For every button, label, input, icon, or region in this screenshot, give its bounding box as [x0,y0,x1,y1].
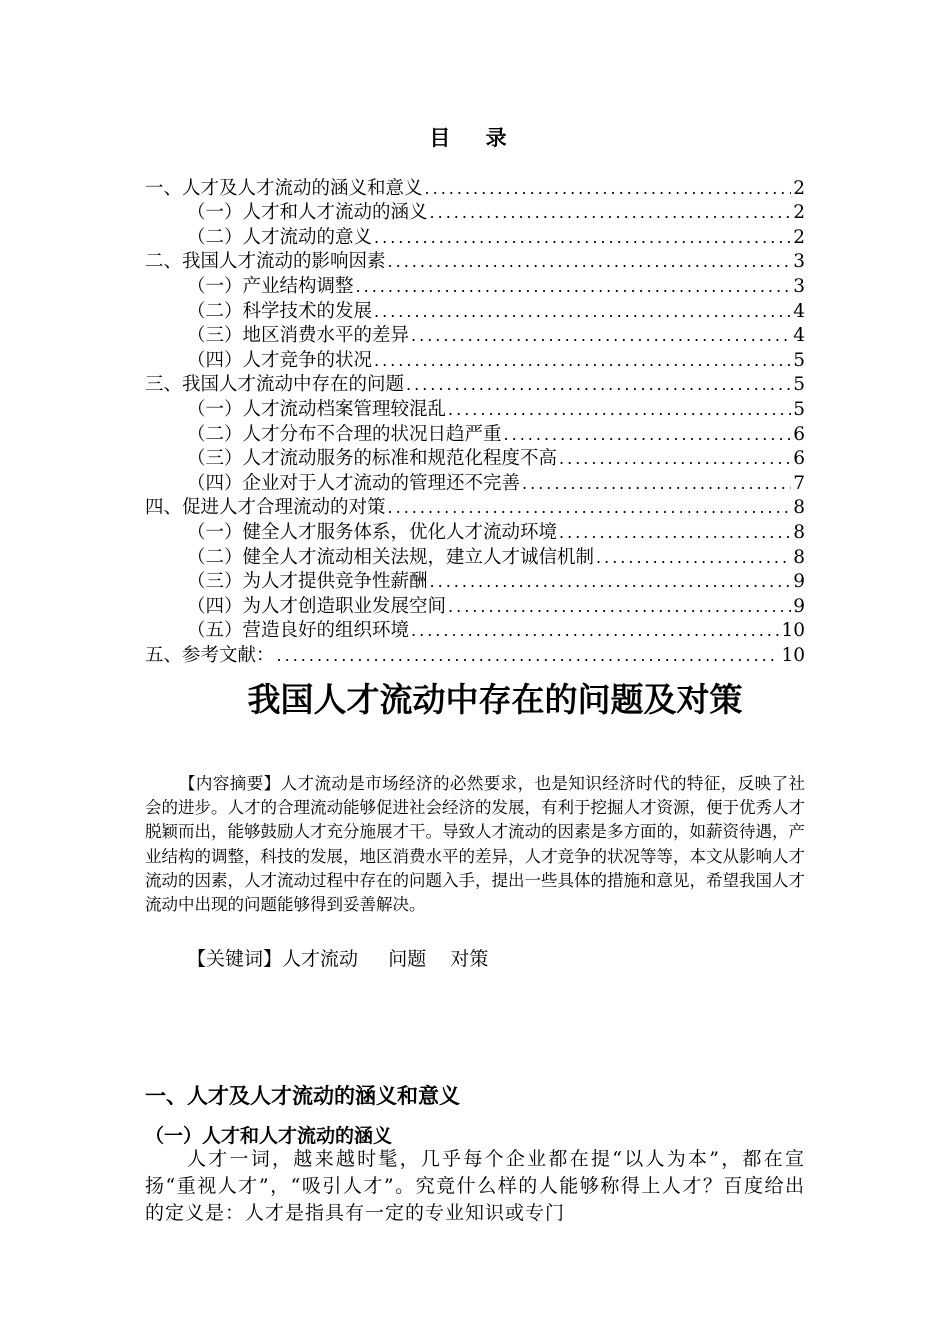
toc-entry[interactable] [145,643,805,668]
toc-leader-dots [411,324,791,348]
toc-entry-text: （一）人才流动档案管理较混乱 [187,398,447,420]
toc-page-number: 4 [793,325,805,347]
toc-entry-text: （一）人才和人才流动的涵义 [187,202,428,224]
toc-entry-text: （五）营造良好的组织环境 [187,620,410,642]
toc-page-number: 3 [793,251,805,273]
toc-entry[interactable] [145,570,805,595]
toc-page-number: 3 [793,275,805,297]
subsection-heading: （一）人才和人才流动的涵义 [145,1125,393,1147]
toc-page-number: 10 [781,644,805,666]
toc-leader-dots [504,423,792,447]
toc-entry-text: （二）人才流动的意义 [187,226,373,248]
toc-page-number: 2 [793,177,805,199]
toc-entry-text: （四）为人才创造职业发展空间 [187,595,447,617]
toc-entry-text: （二）科学技术的发展 [187,300,373,322]
toc-page-number: 9 [793,571,805,593]
toc-leader-dots [374,349,791,373]
toc-leader-dots [388,250,792,274]
body-paragraph: 人才一词，越来越时髦，几乎每个企业都在提“以人为本”，都在宣扬“重视人才”，“吸引人才”。究竟什么样的人能够称得上人才？百度给出的定义是：人才是指具有一定的专业知识或专门 [145,1148,805,1224]
toc-entry[interactable] [145,299,805,324]
toc-page-number: 5 [793,374,805,396]
toc-leader-dots [388,496,792,520]
toc-entry-text: （一）产业结构调整 [187,275,354,297]
toc-leader-dots [411,619,779,643]
toc-page-number: 6 [793,423,805,445]
toc-page-number: 4 [793,300,805,322]
toc-entry[interactable] [145,447,805,472]
toc-entry-text: （三）为人才提供竞争性薪酬 [187,571,428,593]
toc-leader-dots [277,644,780,668]
toc-leader-dots [356,275,792,299]
toc-entry-text: （三）地区消费水平的差异 [187,325,410,347]
document-title: 我国人才流动中存在的问题及对策 [247,680,743,719]
toc-leader-dots [374,226,791,250]
toc-leader-dots [406,373,791,397]
toc-entry-text: （三）人才流动服务的标准和规范化程度不高 [187,448,558,470]
toc-leader-dots [596,546,791,570]
toc-entry[interactable] [145,545,805,570]
toc-page-number: 8 [793,497,805,519]
toc-entry[interactable] [145,250,805,275]
toc-entry[interactable] [145,225,805,250]
toc-entry-text: （四）人才竞争的状况 [187,349,373,371]
toc-leader-dots [522,472,791,496]
toc-entry[interactable] [145,422,805,447]
toc-entry[interactable] [145,619,805,644]
toc-entry-text: 一、人才及人才流动的涵义和意义 [145,177,423,199]
toc-entry-text: （二）人才分布不合理的状况日趋严重 [187,423,502,445]
keywords-line: 【关键词】人才流动 问题 对策 [187,948,489,970]
toc-entry[interactable] [145,496,805,521]
toc-entry-text: （四）企业对于人才流动的管理还不完善 [187,472,521,494]
toc-leader-dots [559,521,791,545]
toc-entry[interactable] [145,471,805,496]
toc-entry[interactable] [145,324,805,349]
toc-entry[interactable] [145,274,805,299]
toc-page-number: 8 [793,546,805,568]
toc-page-number: 6 [793,448,805,470]
toc-entry[interactable] [145,594,805,619]
toc-leader-dots [448,398,791,422]
toc-leader-dots [559,447,791,471]
toc-entry[interactable] [145,201,805,226]
toc-entry[interactable] [145,348,805,373]
toc-page-number: 7 [793,472,805,494]
toc-entry[interactable] [145,397,805,422]
toc-entry-text: （一）健全人才服务体系，优化人才流动环境 [187,521,558,543]
toc-page-number: 2 [793,202,805,224]
toc-page-number: 2 [793,226,805,248]
toc-leader-dots [425,177,792,201]
toc-entry-text: 五、参考文献： [145,644,275,666]
toc-entry-text: 四、促进人才合理流动的对策 [145,497,386,519]
toc-leader-dots [448,595,791,619]
toc-leader-dots [374,300,791,324]
toc-page-number: 9 [793,595,805,617]
toc-entry[interactable] [145,176,805,201]
toc-entry[interactable] [145,373,805,398]
toc-entry-text: 三、我国人才流动中存在的问题 [145,374,405,396]
toc-leader-dots [430,201,792,225]
toc-entry-text: （二）健全人才流动相关法规，建立人才诚信机制 [187,546,595,568]
toc-page-number: 5 [793,398,805,420]
toc-entry[interactable] [145,520,805,545]
toc-title: 目 录 [429,125,521,150]
section-heading: 一、人才及人才流动的涵义和意义 [145,1084,460,1108]
toc-page-number: 8 [793,521,805,543]
toc-leader-dots [430,570,792,594]
abstract-paragraph: 【内容摘要】人才流动是市场经济的必然要求，也是知识经济时代的特征，反映了社会的进步。人才的合理流动能够促进社会经济的发展，有利于挖掘人才资源，便于优秀人才脱颖而出，能够鼓励人才充分施展才干。导致人才流动的因素是多方面的，如薪资待遇，产业结构的调整，科技的发展，地区消费水平的差异，人才竞争的状况等等，本文从影响人才流动的因素，人才流动过程中存在的问题入手，提出一些具体的措施和意见，希望我国人才流动中出现的问题能够得到妥善解决。 [145,774,805,915]
toc-page-number: 10 [781,620,805,642]
toc-entry-text: 二、我国人才流动的影响因素 [145,251,386,273]
table-of-contents [145,176,805,668]
toc-page-number: 5 [793,349,805,371]
